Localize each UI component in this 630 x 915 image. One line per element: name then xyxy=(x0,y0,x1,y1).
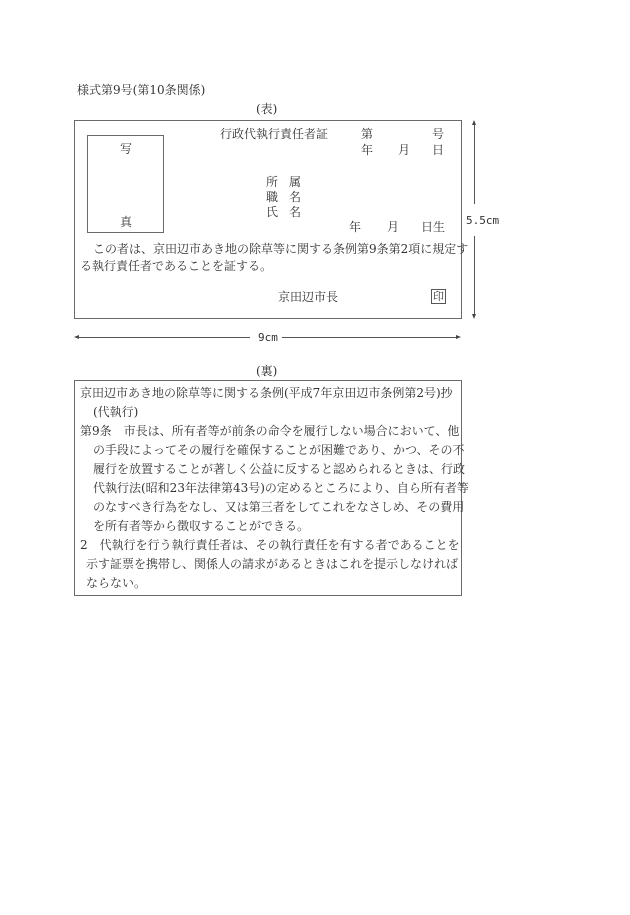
dimension-line xyxy=(78,337,250,338)
field-label-char: 名 xyxy=(289,205,302,219)
birth-month: 月 xyxy=(387,220,400,234)
certification-line-1: この者は、京田辺市あき地の除草等に関する条例第9条第2項に規定す xyxy=(93,242,469,256)
field-label-char: 所 xyxy=(266,175,279,189)
field-label-char: 氏 xyxy=(266,205,279,219)
arrow-down-icon xyxy=(472,314,476,319)
back-line: ならない。 xyxy=(86,576,147,590)
birth-day: 日生 xyxy=(421,220,446,234)
back-line: (代執行) xyxy=(93,405,139,419)
certification-line-2: る執行責任者であることを証する。 xyxy=(80,259,273,273)
issue-year: 年 xyxy=(361,143,374,157)
back-line: 示す証票を携帯し、関係人の請求があるときはこれを提示しなければ xyxy=(86,557,459,571)
arrow-right-icon xyxy=(456,335,461,339)
back-line: 2 代執行を行う執行責任者は、その執行責任を有する者であることを xyxy=(80,538,460,552)
field-label-char: 職 xyxy=(266,190,279,204)
front-label: (表) xyxy=(256,102,278,116)
back-line: 京田辺市あき地の除草等に関する条例(平成7年京田辺市条例第2号)抄 xyxy=(80,386,453,400)
back-line: 第9条 市長は、所有者等が前条の命令を履行しない場合において、他 xyxy=(80,424,460,438)
back-line: の手段によってその履行を確保することが困難であり、かつ、その不 xyxy=(93,443,465,457)
card-title: 行政代執行責任者証 xyxy=(220,127,329,141)
birth-year: 年 xyxy=(349,220,362,234)
back-line: を所有者等から徴収することができる。 xyxy=(93,519,310,533)
field-label-char: 属 xyxy=(289,175,302,189)
back-line: 履行を放置することが著しく公益に反すると認められるときは、行政 xyxy=(93,462,466,476)
number-suffix: 号 xyxy=(432,127,445,141)
back-line: 代執行法(昭和23年法律第43号)の定めるところにより、自ら所有者等 xyxy=(93,481,469,495)
dimension-line xyxy=(282,337,456,338)
height-dimension: 5.5cm xyxy=(466,214,500,227)
seal-icon: 印 xyxy=(433,290,444,303)
number-prefix: 第 xyxy=(361,127,374,141)
issue-day: 日 xyxy=(432,143,445,157)
issuer: 京田辺市長 xyxy=(278,290,339,304)
back-line: のなすべき行為をなし、又は第三者をしてこれをなさしめ、その費用 xyxy=(93,500,465,514)
back-label: (裏) xyxy=(256,364,278,378)
photo-label-bottom: 真 xyxy=(120,215,133,229)
form-title: 様式第9号(第10条関係) xyxy=(77,83,206,97)
width-dimension: 9cm xyxy=(258,331,278,344)
field-label-char: 名 xyxy=(289,190,302,204)
dimension-line xyxy=(474,236,475,314)
photo-label-top: 写 xyxy=(120,142,133,156)
issue-month: 月 xyxy=(398,143,411,157)
dimension-line xyxy=(474,124,475,204)
